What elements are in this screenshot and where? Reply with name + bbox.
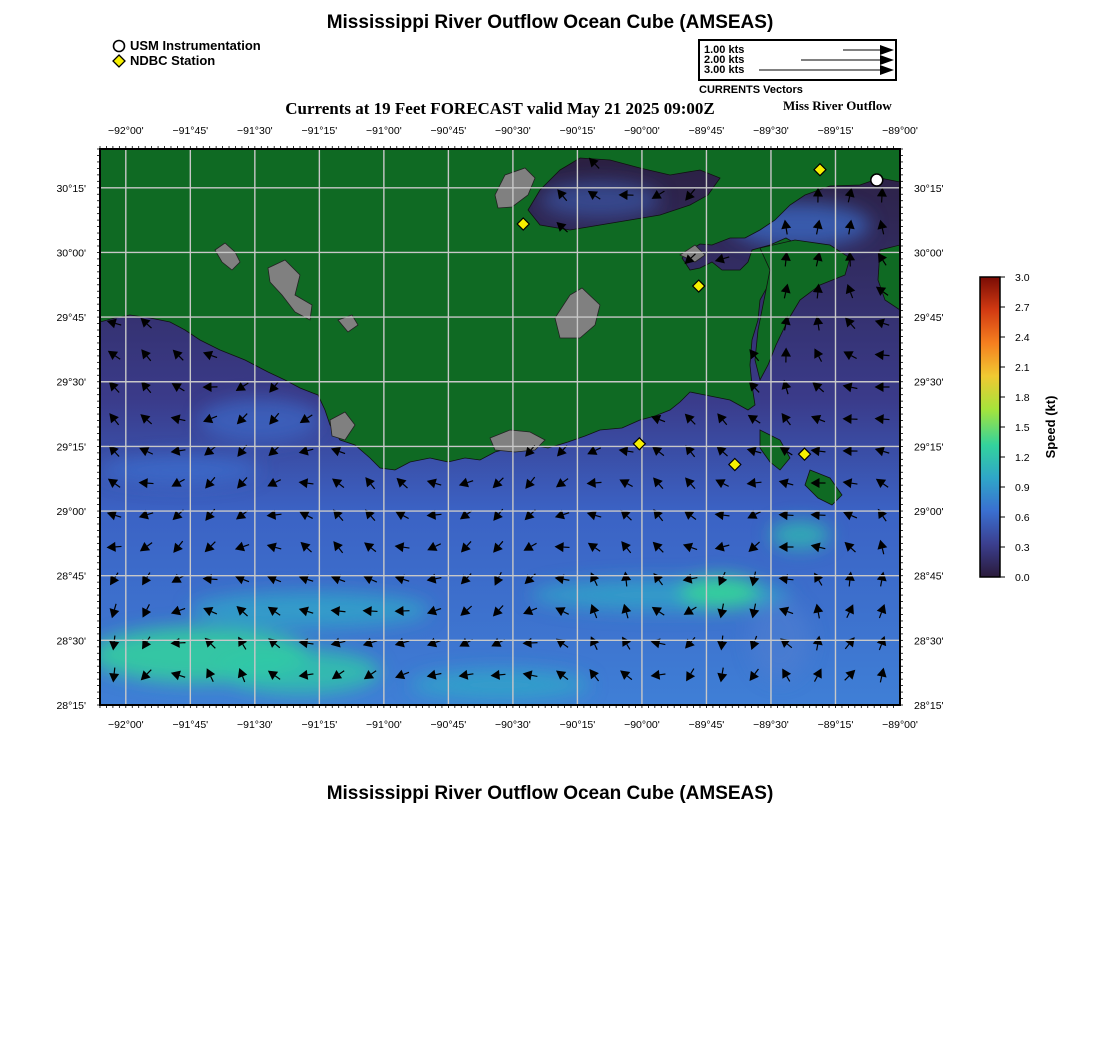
lat-tick-label: 30°00' bbox=[914, 247, 944, 260]
vector-row-3 bbox=[700, 65, 895, 75]
lat-tick-label: 29°00' bbox=[914, 506, 944, 519]
lat-tick-label: 29°30' bbox=[914, 376, 944, 389]
vector-scale-title: CURRENTS Vectors bbox=[699, 84, 803, 96]
colorbar bbox=[960, 265, 1080, 595]
lat-tick-label: 30°15' bbox=[56, 182, 86, 195]
lon-tick-label: −91°00' bbox=[366, 719, 402, 731]
lon-tick-label: −89°00' bbox=[882, 125, 918, 137]
vector-scale-box bbox=[698, 39, 897, 81]
lon-tick-label: −90°45' bbox=[430, 719, 467, 731]
lat-tick-label: 29°00' bbox=[56, 506, 86, 519]
lon-tick-label: −89°00' bbox=[882, 719, 918, 731]
lon-tick-label: −89°45' bbox=[688, 719, 725, 731]
ndbc-marker-icon bbox=[112, 54, 126, 68]
region-note: Miss River Outflow bbox=[783, 98, 892, 113]
colorbar-tick-label: 1.5 bbox=[1015, 422, 1030, 434]
colorbar-tick-label: 0.3 bbox=[1015, 542, 1030, 554]
map-subtitle: Currents at 19 Feet FORECAST valid May 21 2025 09:00Z bbox=[285, 99, 715, 118]
lon-tick-label: −91°45' bbox=[172, 719, 209, 731]
lat-tick-label: 30°00' bbox=[56, 247, 86, 260]
lon-tick-label: −90°15' bbox=[559, 719, 596, 731]
lon-tick-label: −90°15' bbox=[559, 125, 596, 137]
lat-tick-label: 29°45' bbox=[914, 312, 944, 325]
lon-tick-label: −91°30' bbox=[236, 719, 273, 731]
lon-tick-label: −91°00' bbox=[366, 125, 402, 137]
lon-tick-label: −89°45' bbox=[688, 125, 725, 137]
lat-tick-label: 28°30' bbox=[914, 635, 944, 648]
vector-arrow-3 bbox=[700, 65, 895, 75]
lon-tick-label: −91°15' bbox=[301, 719, 338, 731]
lon-tick-label: −90°30' bbox=[495, 719, 531, 731]
lat-tick-label: 29°15' bbox=[914, 441, 944, 454]
colorbar-tick-label: 3.0 bbox=[1015, 272, 1030, 284]
legend-ndbc bbox=[112, 53, 261, 68]
vector-row-3-label: 3.00 kts bbox=[704, 64, 745, 76]
colorbar-tick-label: 1.2 bbox=[1015, 452, 1030, 464]
legend-ndbc-label: NDBC Station bbox=[130, 53, 216, 68]
legend-usm bbox=[112, 38, 261, 53]
colorbar-tick-label: 1.8 bbox=[1015, 392, 1030, 404]
vector-row-1-label: 1.00 kts bbox=[704, 44, 745, 56]
colorbar-tick-label: 2.1 bbox=[1015, 362, 1030, 374]
lon-tick-label: −89°30' bbox=[753, 125, 789, 137]
lon-tick-label: −90°30' bbox=[495, 125, 531, 137]
lat-tick-label: 28°15' bbox=[914, 700, 944, 712]
station-legend bbox=[112, 38, 261, 68]
lon-tick-label: −92°00' bbox=[107, 125, 144, 137]
vector-row-2-label: 2.00 kts bbox=[704, 54, 745, 66]
lon-tick-label: −90°00' bbox=[624, 125, 660, 137]
lat-labels-right bbox=[914, 183, 944, 712]
lon-tick-label: −91°15' bbox=[301, 125, 338, 137]
bottom-title: Mississippi River Outflow Ocean Cube (AMSEAS) bbox=[326, 783, 774, 804]
lat-tick-label: 29°30' bbox=[56, 376, 86, 389]
usm-marker-icon bbox=[112, 39, 126, 53]
lon-tick-label: −90°45' bbox=[430, 125, 467, 137]
lat-tick-label: 30°15' bbox=[914, 182, 944, 195]
colorbar-tick-label: 0.9 bbox=[1015, 482, 1030, 494]
legend-usm-label: USM Instrumentation bbox=[130, 38, 261, 53]
lon-tick-label: −92°00' bbox=[107, 719, 144, 731]
colorbar-label: Speed (kt) bbox=[1043, 395, 1058, 459]
colorbar-gradient bbox=[980, 277, 1000, 577]
colorbar-tick-label: 0.6 bbox=[1015, 512, 1030, 524]
colorbar-ticks bbox=[1000, 272, 1030, 584]
lon-tick-label: −91°45' bbox=[172, 125, 209, 137]
lat-tick-label: 28°45' bbox=[56, 570, 86, 583]
map-title: Mississippi River Outflow Ocean Cube (AMSEAS) bbox=[326, 12, 774, 33]
colorbar-tick-label: 2.7 bbox=[1015, 302, 1030, 314]
lat-tick-label: 29°15' bbox=[56, 441, 86, 454]
lat-tick-label: 28°45' bbox=[914, 570, 944, 583]
lat-tick-label: 29°45' bbox=[56, 312, 86, 325]
lon-tick-label: −89°15' bbox=[817, 125, 854, 137]
colorbar-tick-label: 0.0 bbox=[1015, 572, 1030, 584]
lon-labels-top bbox=[108, 125, 918, 137]
lat-labels-left bbox=[56, 183, 86, 712]
lon-tick-label: −90°00' bbox=[624, 719, 660, 731]
lon-tick-label: −91°30' bbox=[236, 125, 273, 137]
colorbar-tick-label: 2.4 bbox=[1015, 332, 1030, 344]
lon-tick-label: −89°30' bbox=[753, 719, 789, 731]
lon-tick-label: −89°15' bbox=[817, 719, 854, 731]
lat-tick-label: 28°30' bbox=[56, 635, 86, 648]
current-map bbox=[0, 115, 1000, 735]
lat-tick-label: 28°15' bbox=[56, 700, 86, 712]
lon-labels-bottom bbox=[108, 719, 918, 731]
usm-station-marker bbox=[871, 174, 883, 186]
